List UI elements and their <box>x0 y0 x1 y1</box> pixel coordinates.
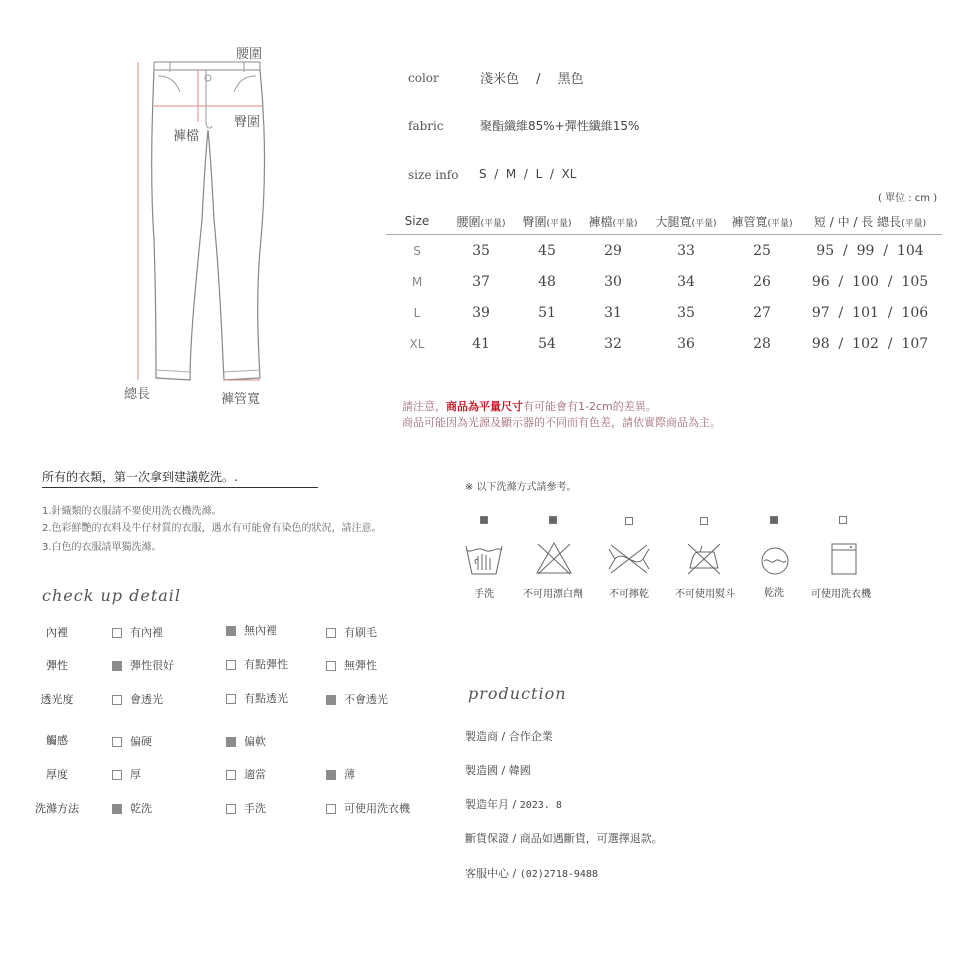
production-item: 製造年月 / 2023. 8 <box>465 798 562 811</box>
unit-note: ( 單位 : cm ) <box>878 193 938 204</box>
checkbox-checked <box>326 770 336 780</box>
care-checkbox-hand-wash <box>480 516 488 524</box>
care-label-dry-clean: 乾洗 <box>764 588 784 599</box>
care-checkbox-no-bleach <box>549 516 557 524</box>
checkbox-checked <box>112 661 122 671</box>
checkbox <box>112 737 122 747</box>
wash-intro-title: 所有的衣類，第一次拿到建議乾洗。. <box>42 468 318 488</box>
checkbox-checked <box>226 737 236 747</box>
header-rise: 褲檔(平量) <box>580 208 646 235</box>
detail-option: 會透光 <box>112 691 163 707</box>
checkbox <box>226 660 236 670</box>
detail-row-label: 內裡 <box>46 626 68 639</box>
header-hip: 臀圍(平量) <box>514 208 580 235</box>
header-thigh: 大腿寬(平量) <box>646 208 726 235</box>
checkbox <box>226 804 236 814</box>
detail-option: 薄 <box>326 766 355 782</box>
checkbox <box>112 770 122 780</box>
detail-option: 無彈性 <box>326 657 377 673</box>
care-checkbox-no-iron <box>700 517 708 525</box>
detail-option: 偏硬 <box>112 733 152 749</box>
detail-title: check up detail <box>42 586 182 605</box>
checkbox <box>326 661 336 671</box>
checkbox <box>326 804 336 814</box>
detail-option: 偏軟 <box>226 733 266 749</box>
checkbox-checked <box>326 695 336 705</box>
detail-option: 無內裡 <box>226 622 277 638</box>
color-key: color <box>408 71 439 85</box>
fabric-value: 聚酯纖維85%+彈性纖維15% <box>480 119 640 133</box>
detail-option: 不會透光 <box>326 691 388 707</box>
detail-option: 有點透光 <box>226 690 288 706</box>
color-note: 商品可能因為光源及顯示器的不同而有色差，請依實際商品為主。 <box>402 416 721 429</box>
dry-clean-icon <box>757 543 793 579</box>
checkbox-checked <box>112 804 122 814</box>
checkbox <box>112 695 122 705</box>
checkbox-checked <box>226 626 236 636</box>
production-item: 客服中心 / (02)2718-9488 <box>465 867 598 880</box>
header-waist: 腰圍(平量) <box>448 208 514 235</box>
detail-option: 厚 <box>112 766 141 782</box>
detail-option: 乾洗 <box>112 800 152 816</box>
wash-intro-item: 2.色彩鮮艷的衣料及牛仔材質的衣服，遇水有可能會有染色的狀況，請注意。 <box>42 523 382 534</box>
no-iron-icon <box>684 540 724 576</box>
checkbox <box>226 694 236 704</box>
size-info-key: size info <box>408 168 459 182</box>
length-label: 總長 <box>124 387 151 402</box>
production-item: 製造國 / 韓國 <box>465 764 531 777</box>
table-row: XL 41 54 32 36 28 98 / 102 / 107 <box>409 335 929 352</box>
care-label-no-wring: 不可擰乾 <box>609 589 649 600</box>
color-value: 淺米色 / 黑色 <box>480 72 584 87</box>
detail-row-label: 厚度 <box>46 768 68 781</box>
detail-option: 有點彈性 <box>226 656 288 672</box>
checkbox <box>112 628 122 638</box>
checkbox <box>226 770 236 780</box>
header-length: 短 / 中 / 長 總長(平量) <box>798 208 942 235</box>
wash-intro-item: 1.針織類的衣服請不要使用洗衣機洗滌。 <box>42 506 222 517</box>
hip-label: 臀圍 <box>234 115 261 130</box>
care-label-no-bleach: 不可用漂白劑 <box>523 589 583 600</box>
production-item: 製造商 / 合作企業 <box>465 730 553 743</box>
header-hem: 褲管寬(平量) <box>726 208 798 235</box>
hem-label: 褲管寬 <box>221 392 261 407</box>
detail-row-label: 透光度 <box>40 693 74 706</box>
detail-option: 可使用洗衣機 <box>326 800 410 816</box>
detail-row-label: 彈性 <box>46 659 68 672</box>
care-checkbox-dry-clean <box>770 516 778 524</box>
care-checkbox-washing-machine <box>839 516 847 524</box>
detail-option: 有刷毛 <box>326 624 377 640</box>
production-title: production <box>468 684 567 703</box>
care-label-no-iron: 不可使用熨斗 <box>675 589 735 600</box>
checkbox <box>326 628 336 638</box>
detail-option: 適當 <box>226 766 266 782</box>
care-label-washing-machine: 可使用洗衣機 <box>811 589 871 600</box>
pants-diagram <box>110 40 280 410</box>
size-info-value: S / M / L / XL <box>479 167 577 181</box>
waist-label: 腰圍 <box>236 47 263 62</box>
detail-option: 彈性很好 <box>112 657 174 673</box>
washing-machine-icon <box>828 540 860 576</box>
fabric-key: fabric <box>408 119 444 133</box>
no-wring-icon <box>607 541 651 577</box>
production-item: 斷貨保證 / 商品如遇斷貨，可選擇退款。 <box>465 832 663 845</box>
header-size: Size <box>386 208 448 235</box>
table-row: S 35 45 29 33 25 95 / 99 / 104 <box>413 242 924 259</box>
no-bleach-icon <box>534 540 574 576</box>
care-label-hand-wash: 手洗 <box>474 589 494 600</box>
detail-option: 有內裡 <box>112 624 163 640</box>
wash-intro-item: 3.白色的衣服請單獨洗滌。 <box>42 542 162 553</box>
size-note: 請注意，商品為平量尺寸有可能會有1-2cm的差異。 <box>402 400 657 413</box>
table-row: L 39 51 31 35 27 97 / 101 / 106 <box>413 304 929 321</box>
table-row: M 37 48 30 34 26 96 / 100 / 105 <box>411 273 929 290</box>
detail-row-label: 觸感 <box>46 734 68 747</box>
rise-label: 褲檔 <box>173 129 200 144</box>
detail-row-label: 洗滌方法 <box>35 802 79 815</box>
pants-outline-icon <box>110 40 280 410</box>
size-table-header <box>386 208 942 235</box>
care-title: ※ 以下洗滌方式請參考。 <box>465 482 577 493</box>
hand-wash-icon <box>464 540 504 576</box>
care-checkbox-no-wring <box>625 517 633 525</box>
detail-option: 手洗 <box>226 800 266 816</box>
size-table <box>386 208 942 359</box>
